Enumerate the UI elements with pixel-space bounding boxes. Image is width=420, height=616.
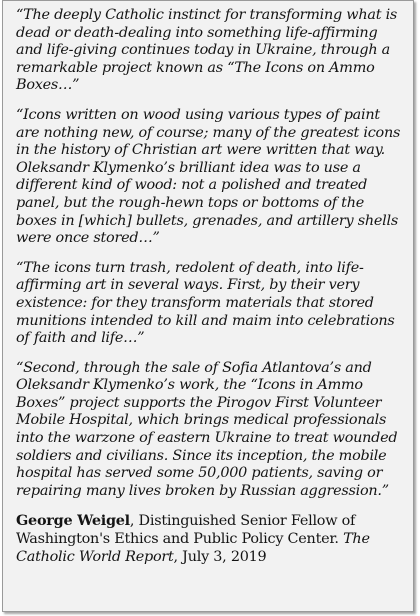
quote-paragraph-1: “The deeply Catholic instinct for transforming what is dead or death-dealing into something life-affirming and life-giving continues today in Ukraine, through a remarkable project known as “The Icons on Ammo Boxes…” — [16, 7, 398, 94]
quote-paragraph-3: “The icons turn trash, redolent of death, into life-affirming art in several ways. First, by their very existence: for they transform materials that stored munitions intended to kill and maim into celebrations of faith and life…” — [16, 259, 395, 347]
quote-card — [2, 0, 414, 612]
author-name: George Weigel — [16, 512, 130, 530]
publication-name: The Catholic World Report — [16, 531, 370, 565]
publication-date: , July 3, 2019 — [173, 548, 267, 565]
author-role: , Distinguished Senior Fellow of Washington's Ethics and Public Policy Center. — [16, 513, 356, 548]
quote-paragraph-4: “Second, through the sale of Sofia Atlantova’s and Oleksandr Klymenko’s work, the “Icons in Ammo Boxes” project supports the Pirogov First Volunteer Mobile Hospital, which brings medical professionals into the warzone of eastern Ukraine to treat wounded soldiers and civilians. Since its inception, the mobile hospital has served some 50,000 patients, saving or repairing many lives broken by Russian aggression.” — [16, 359, 398, 499]
quote-paragraph-2: “Icons written on wood using various types of paint are nothing new, of course; many of the greatest icons in the history of Christian art were written that way. Oleksandr Klymenko’s brilliant idea was to use a different kind of wood: not a polished and treated panel, but the rough-hewn tops or bottoms of the boxes in [which] bullets, grenades, and artillery shells were once stored…” — [16, 106, 401, 247]
attribution — [16, 512, 403, 566]
